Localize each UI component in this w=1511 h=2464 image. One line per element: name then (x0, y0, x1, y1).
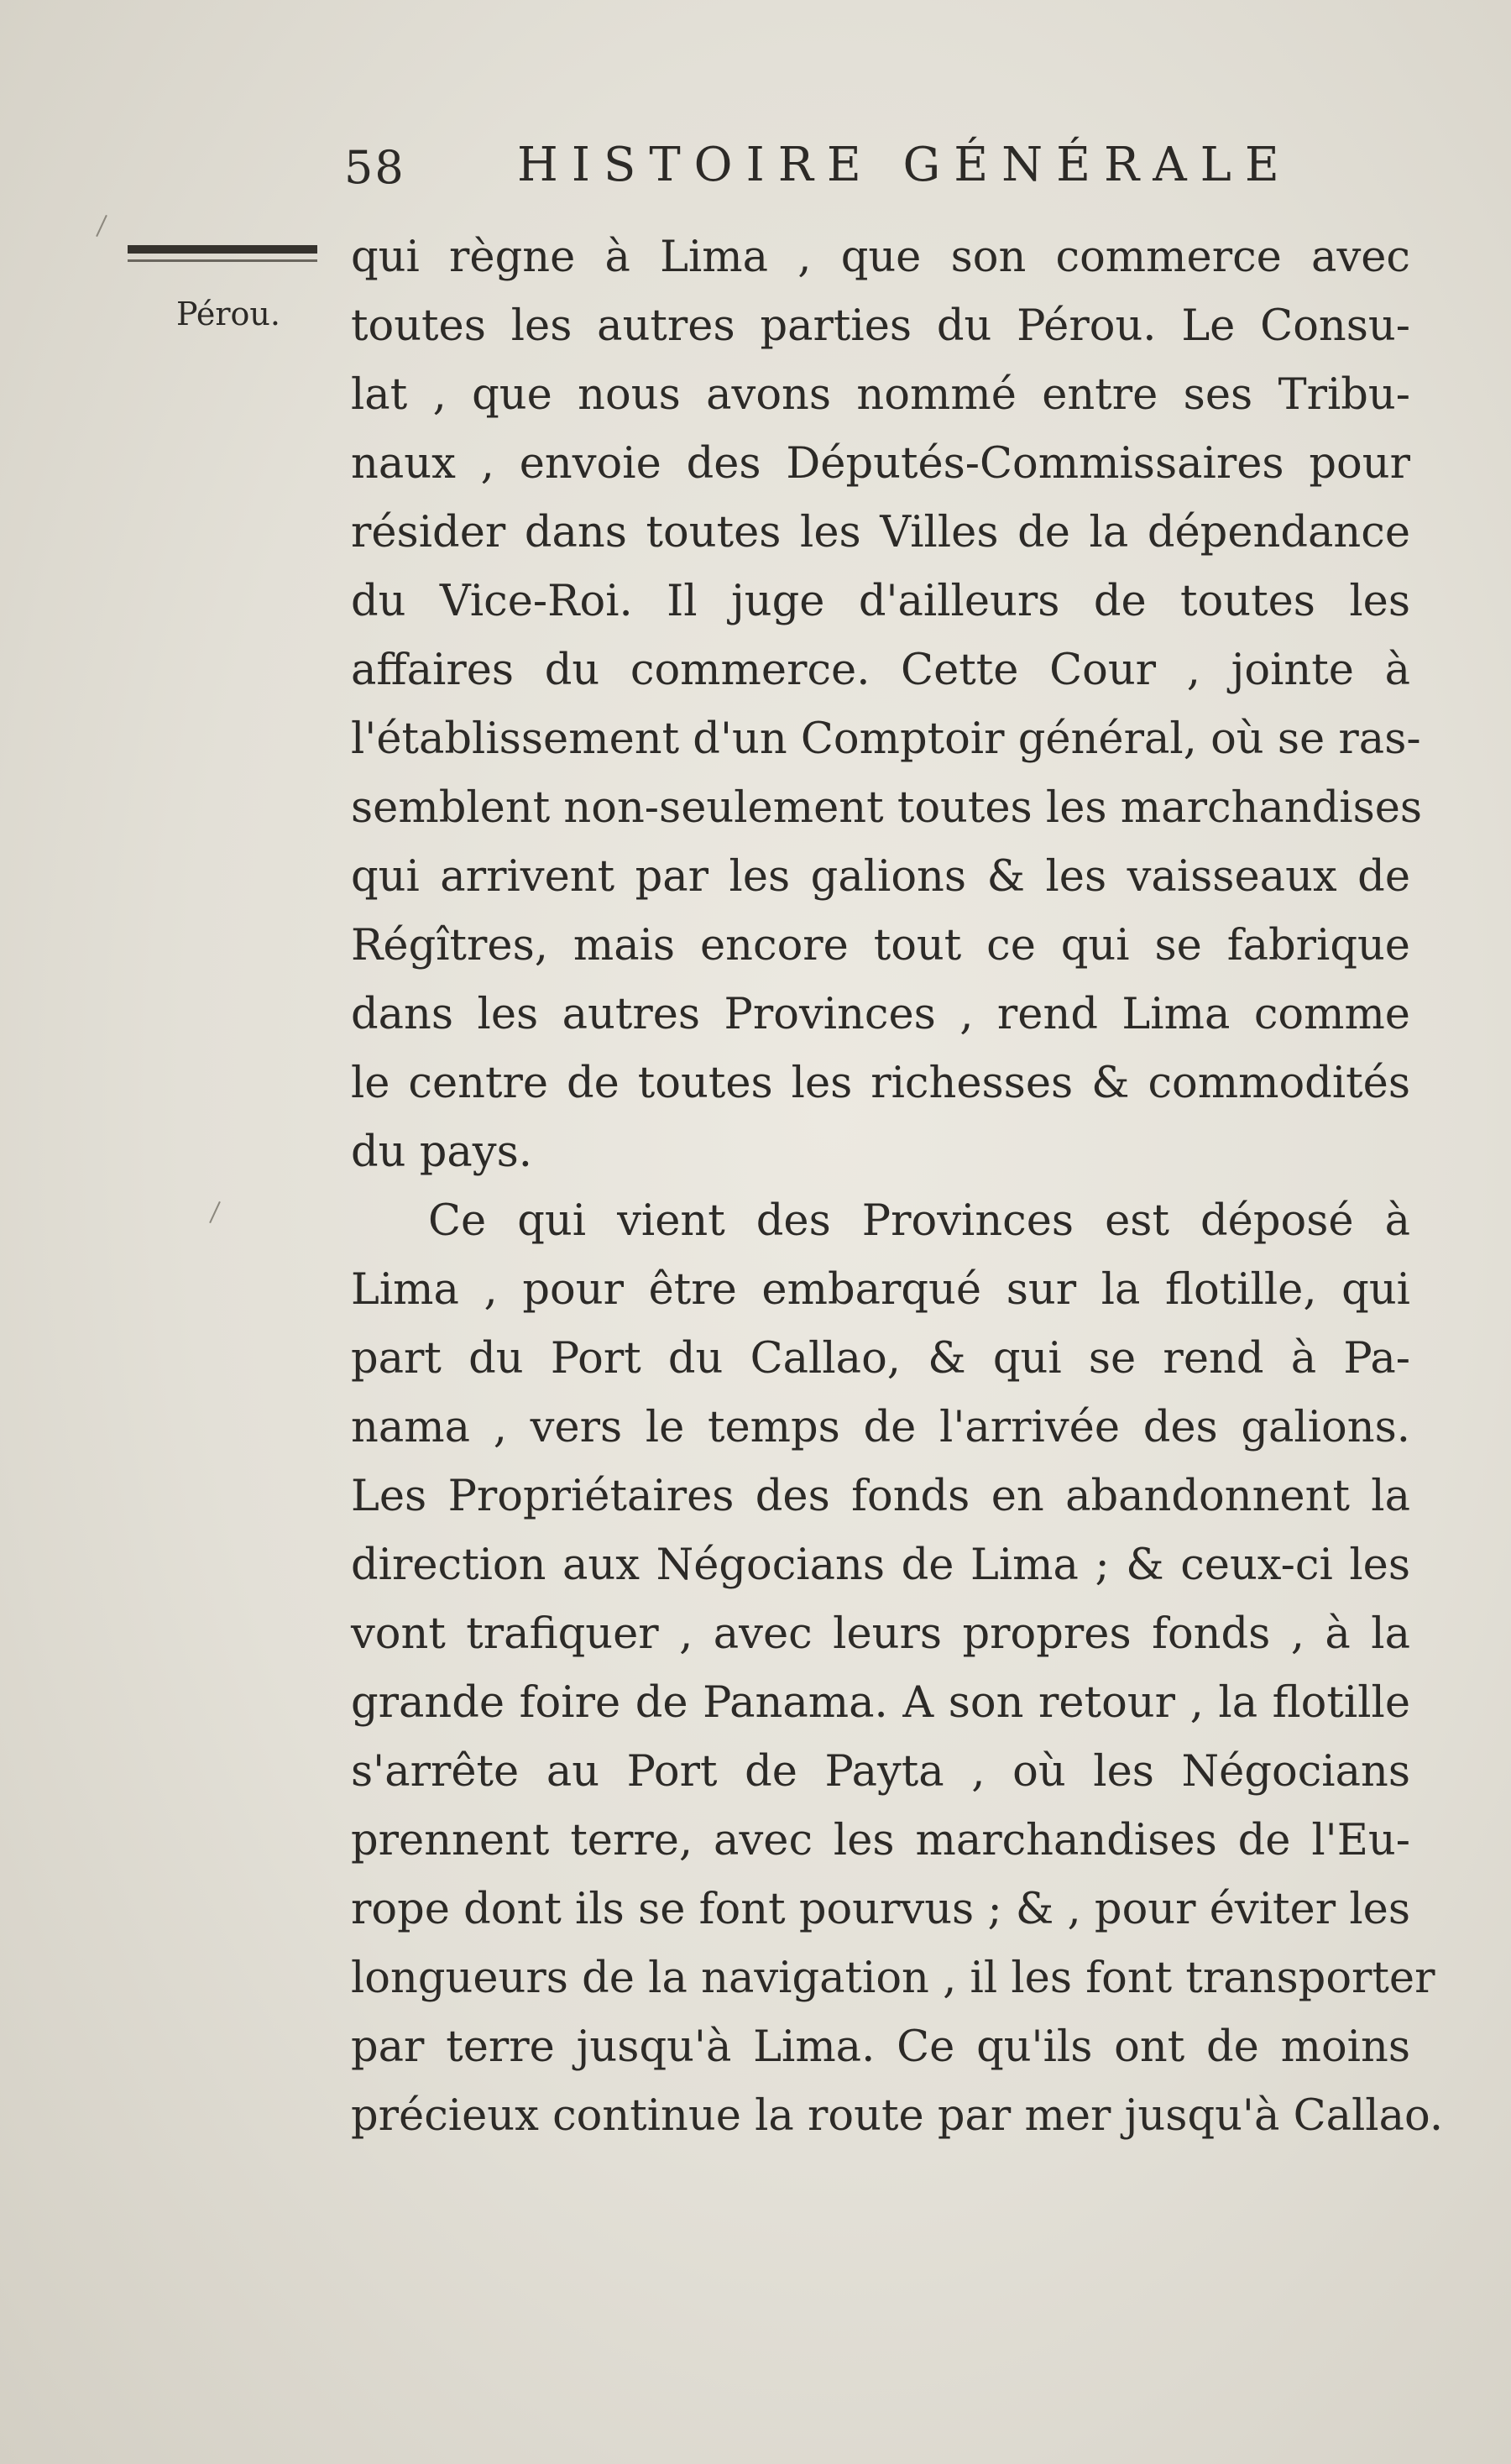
text-line: Régîtres, mais encore tout ce qui se fabrique (351, 921, 1410, 970)
text-line: grande foire de Panama. A son retour , la flotille (351, 1678, 1410, 1728)
text-line: part du Port du Callao, & qui se rend à Pa- (351, 1334, 1410, 1384)
text-line: du pays. (351, 1127, 532, 1177)
text-line: semblent non-seulement toutes les marchandises (351, 783, 1423, 833)
page-number: 58 (344, 141, 405, 194)
text-line: vont trafiquer , avec leurs propres fonds , à la (351, 1609, 1410, 1659)
text-line: rope dont ils se font pourvus ; & , pour éviter les (351, 1885, 1410, 1934)
text-line: naux , envoie des Députés-Commissaires pour (351, 439, 1410, 489)
text-line: prennent terre, avec les marchandises de l'Eu- (351, 1816, 1410, 1865)
text-line: dans les autres Provinces , rend Lima comme (351, 990, 1410, 1039)
text-line: nama , vers le temps de l'arrivée des galions. (351, 1403, 1410, 1452)
text-line: toutes les autres parties du Pérou. Le Consu- (351, 301, 1410, 351)
text-line: s'arrête au Port de Payta , où les Négocians (351, 1747, 1410, 1797)
body-text (351, 223, 1444, 2151)
marginal-note: Pérou. (176, 296, 280, 332)
text-line: le centre de toutes les richesses & commodités (351, 1059, 1410, 1108)
text-line: résider dans toutes les Villes de la dépendance (351, 508, 1410, 557)
stray-ink-mark (96, 215, 107, 237)
text-line: par terre jusqu'à Lima. Ce qu'ils ont de moins (351, 2022, 1410, 2072)
page-header (344, 133, 1352, 200)
text-line: qui règne à Lima , que son commerce avec (351, 233, 1410, 282)
text-line: du Vice-Roi. Il juge d'ailleurs de toutes les (351, 577, 1410, 626)
paragraph (351, 1187, 1444, 2151)
text-line: Les Propriétaires des fonds en abandonnent la (351, 1472, 1410, 1521)
text-line: qui arrivent par les galions & les vaisseaux de (351, 852, 1410, 902)
section-rule (128, 245, 317, 254)
running-title: HISTOIRE GÉNÉRALE (517, 138, 1293, 192)
stray-ink-mark (209, 1201, 221, 1223)
text-line: longueurs de la navigation , il les font transporter (351, 1954, 1435, 2003)
text-line: précieux continue la route par mer jusqu'à Callao. (351, 2091, 1444, 2141)
text-line: affaires du commerce. Cette Cour , jointe à (351, 646, 1410, 695)
text-line: l'établissement d'un Comptoir général, où se ras- (351, 714, 1421, 764)
text-line: lat , que nous avons nommé entre ses Tribu- (351, 370, 1410, 420)
paragraph (351, 223, 1423, 1187)
text-line: Lima , pour être embarqué sur la flotille, qui (351, 1265, 1410, 1315)
text-line: direction aux Négocians de Lima ; & ceux-ci les (351, 1541, 1410, 1590)
text-line: Ce qui vient des Provinces est déposé à (428, 1196, 1410, 1246)
